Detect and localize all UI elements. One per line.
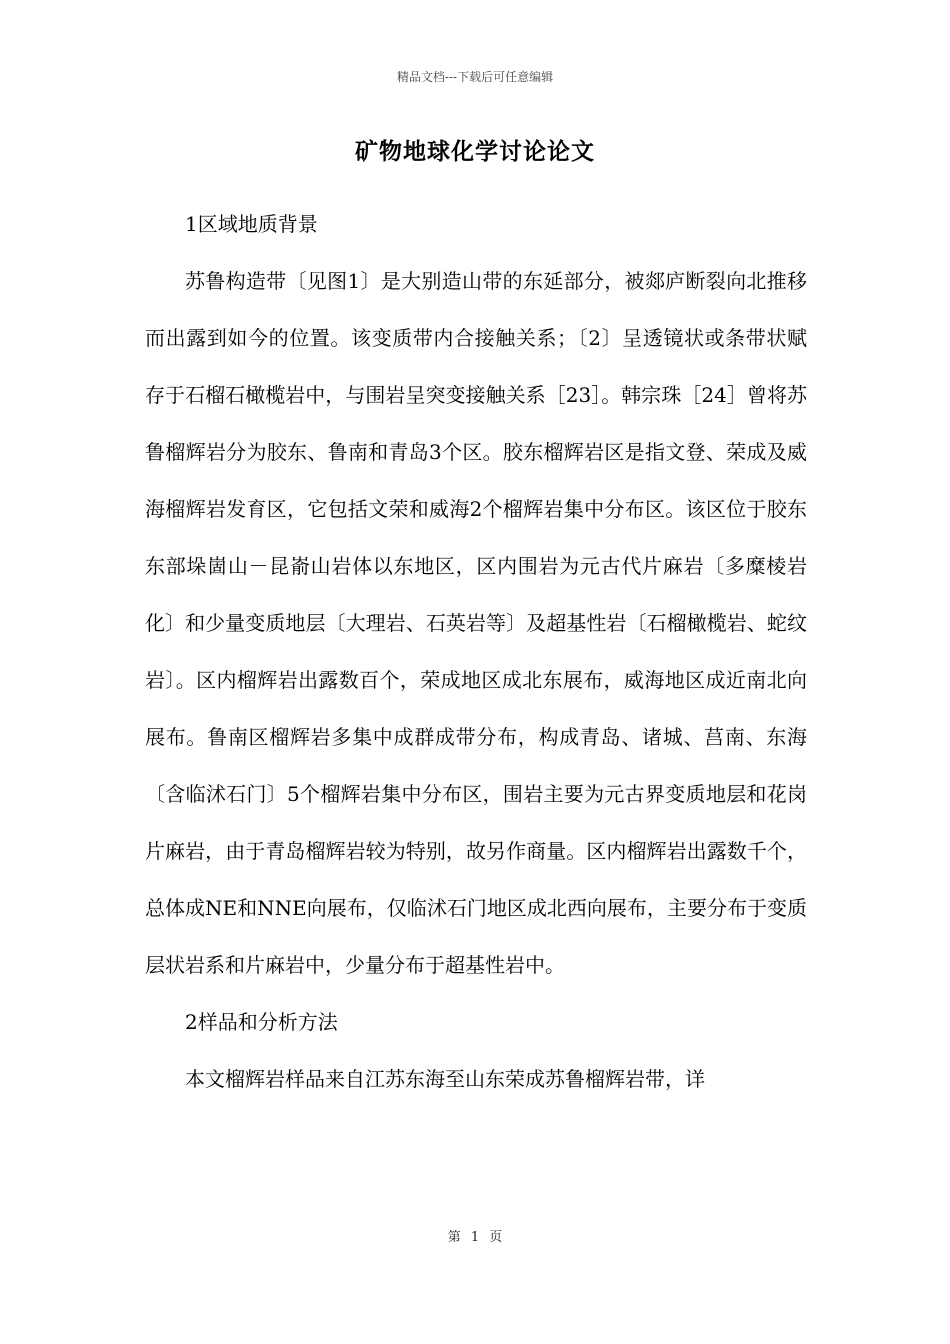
footer-prefix: 第 xyxy=(447,1230,461,1245)
paragraph-1: 苏鲁构造带〔见图1〕是大别造山带的东延部分，被郯庐断裂向北推移而出露到如今的位置。该变质带内合接触关系；〔2〕呈透镜状或条带状赋存于石榴石橄榄岩中，与围岩呈突变接触关系［23］。韩宗珠［24］曾将苏鲁榴辉岩分为胶东、鲁南和青岛3个区。胶东榴辉岩区是指文登、荣成及威海榴辉岩发育区，它包括文荣和威海2个榴辉岩集中分布区。该区位于胶东东部垛崮山－昆嵛山岩体以东地区，区内围岩为元古代片麻岩〔多糜棱岩化〕和少量变质地层〔大理岩、石英岩等〕及超基性岩〔石榴橄榄岩、蛇纹岩〕。区内榴辉岩出露数百个，荣成地区成北东展布，威海地区成近南北向展布。鲁南区榴辉岩多集中成群成带分布，构成青岛、诸城、莒南、东海〔含临沭石门〕5个榴辉岩集中分布区，围岩主要为元古界变质地层和花岗片麻岩，由于青岛榴辉岩较为特别，故另作商量。区内榴辉岩出露数千个，总体成NE和NNE向展布，仅临沭石门地区成北西向展布，主要分布于变质层状岩系和片麻岩中，少量分布于超基性岩中。 xyxy=(145,269,807,977)
document-title: 矿物地球化学讨论论文 xyxy=(355,138,595,165)
paragraph-2: 本文榴辉岩样品来自江苏东海至山东荣成苏鲁榴辉岩带，详 xyxy=(185,1067,705,1091)
page-footer xyxy=(0,1226,950,1245)
footer-suffix: 页 xyxy=(489,1230,503,1245)
footer-page-number: 1 xyxy=(470,1230,480,1245)
section-heading-2: 2样品和分析方法 xyxy=(185,1010,338,1034)
section-heading-1: 1区域地质背景 xyxy=(185,212,318,236)
document-body xyxy=(145,196,807,1108)
header-note: 精品文档---下载后可任意编辑 xyxy=(396,70,554,84)
